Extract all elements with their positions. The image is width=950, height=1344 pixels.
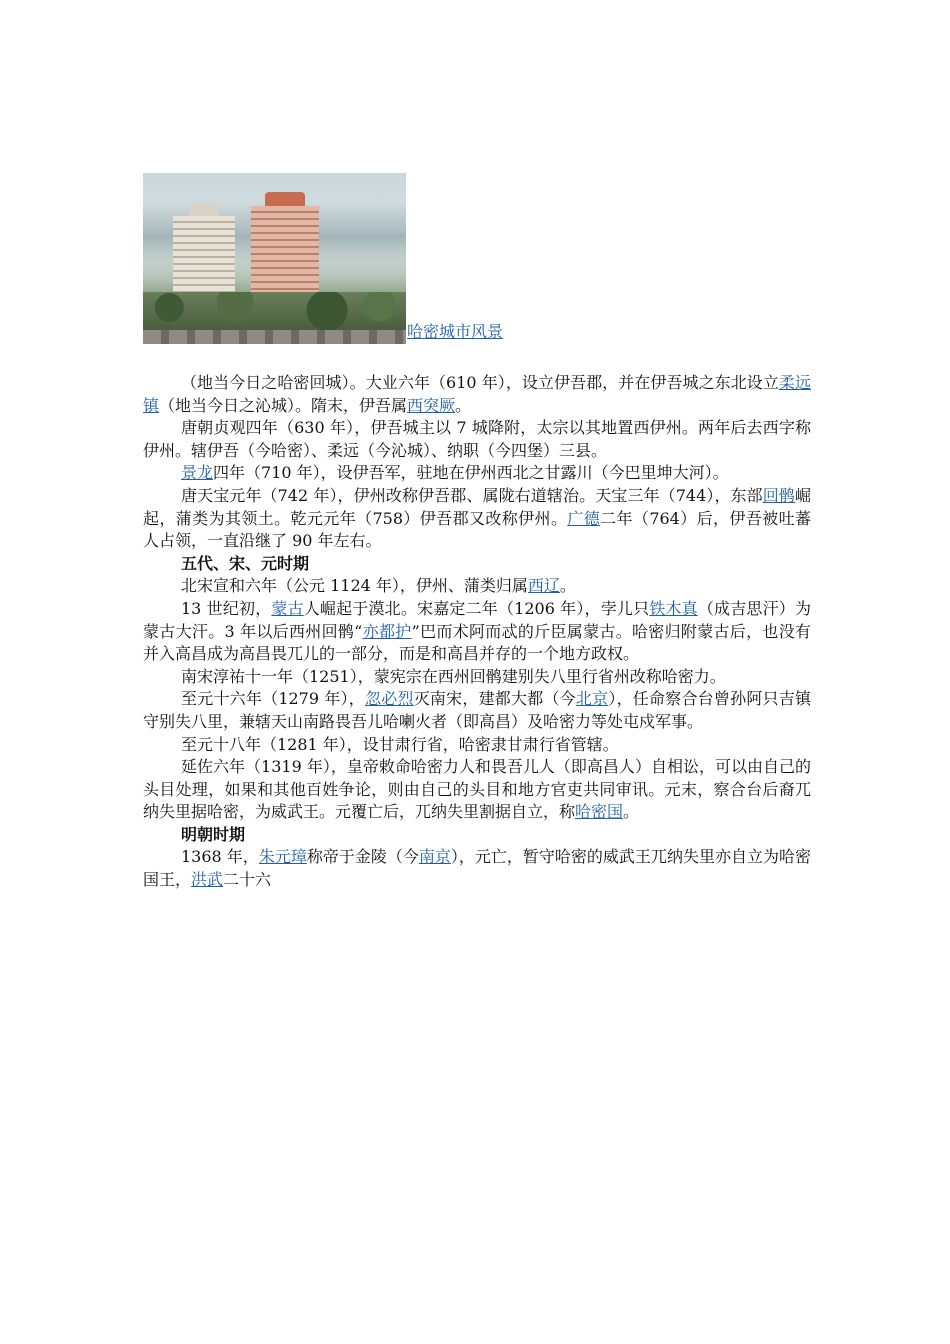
text-link[interactable]: 哈密国 (575, 802, 624, 822)
photo-row (143, 170, 811, 344)
paragraph (143, 372, 811, 417)
text-link[interactable]: 铁木真 (649, 598, 698, 618)
text-run: ”巴而术阿而忒的斤臣属蒙古。哈密归附蒙古后，也没有并入高昌成为高昌畏兀儿的一部分，而是和高昌并存的一个地方政权。 (143, 621, 811, 664)
text-run: 二十六 (223, 870, 272, 890)
text-run: 北宋宣和六年（公元 1124 年），伊州、蒲类归属 (181, 576, 528, 596)
paragraph (143, 756, 811, 824)
paragraph (143, 734, 811, 757)
text-link[interactable]: 北京 (575, 689, 609, 709)
section-heading (143, 553, 811, 576)
text-run: 唐天宝元年（742 年），伊州改称伊吾郡、属陇右道辖治。天宝三年（744），东部 (181, 485, 763, 505)
text-run: 唐朝贞观四年（630 年），伊吾城主以 7 城降附，太宗以其地置西伊州。两年后去西字称伊州。辖伊吾（今哈密）、柔远（今沁城）、纳职（今四堡）三县。 (143, 418, 811, 460)
paragraph (143, 688, 811, 733)
text-run: 延佐六年（1319 年），皇帝敕命哈密力人和畏吾儿人（即高昌人）自相讼，可以由自己的头目处理，如果和其他百姓争论，则由自己的头目和地方官吏共同审讯。元末，察合台后裔兀纳失里据哈密，为威武王。元覆亡后，兀纳失里割据自立，称 (143, 757, 811, 822)
text-link[interactable]: 柔远镇 (143, 373, 811, 415)
text-run: 南宋淳祐十一年（1251），蒙宪宗在西州回鹘建别失八里行省州改称哈密力。 (181, 666, 726, 686)
text-run: 。 (455, 395, 472, 415)
paragraph (143, 462, 811, 485)
text-link[interactable]: 忽必烈 (365, 689, 414, 709)
paragraph (143, 417, 811, 462)
text-run: 13 世纪初， (181, 598, 272, 618)
text-run: 至元十六年（1279 年）， (181, 689, 366, 709)
text-run: 崛起，蒲类为其领土。乾元元年（758）伊吾郡又改称伊州。 (143, 485, 811, 528)
text-run: ），任命察合台曾孙阿只吉镇守别失八里，兼辖天山南路畏吾儿哈喇火者（即高昌）及哈密力等处屯戍军事。 (143, 689, 811, 731)
text-run: 五代、宋、元时期 (181, 553, 310, 573)
text-run: （地当今日之沁城）。隋末，伊吾属 (159, 395, 408, 415)
text-run: 。 (559, 576, 576, 596)
article-body (143, 372, 811, 892)
text-link[interactable]: 洪武 (191, 870, 224, 890)
text-run: ），元亡，暂守哈密的威武王兀纳失里亦自立为哈密国王， (143, 847, 811, 890)
text-run: 四年（710 年），设伊吾军，驻地在伊州西北之甘露川（今巴里坤大河）。 (213, 463, 729, 483)
text-run: 至元十八年（1281 年），设甘肃行省，哈密隶甘肃行省管辖。 (181, 734, 619, 754)
text-run: 1368 年， (181, 847, 259, 867)
paragraph (143, 666, 811, 689)
text-link[interactable]: 蒙古 (271, 598, 304, 618)
text-link[interactable]: 亦都护 (362, 621, 412, 641)
text-run: （成吉思汗）为蒙古大汗。3 年以后西州回鹘“ (143, 598, 811, 641)
paragraph (143, 846, 811, 891)
text-run: 灭南宋，建都大都（今 (413, 689, 576, 709)
document-page (143, 170, 811, 892)
text-run: 二年（764）后，伊吾被吐蕃人占领，一直沿继了 90 年左右。 (143, 508, 811, 551)
text-run: 人崛起于漠北。宋嘉定二年（1206 年），孛儿只 (303, 598, 650, 618)
text-run: 。 (623, 802, 640, 822)
text-run: 称帝于金陵（今 (306, 847, 419, 867)
text-run: （地当今日之哈密回城）。大业六年（610 年），设立伊吾郡，并在伊吾城之东北设立 (181, 373, 779, 392)
text-link[interactable]: 朱元璋 (258, 847, 307, 867)
paragraph (143, 575, 811, 598)
text-link[interactable]: 西突厥 (407, 395, 456, 415)
text-link[interactable]: 西辽 (527, 576, 560, 596)
text-run: 明朝时期 (181, 824, 246, 844)
city-photo (143, 173, 406, 344)
text-link[interactable]: 景龙 (181, 463, 214, 483)
text-link[interactable]: 广德 (567, 508, 601, 528)
section-heading (143, 824, 811, 847)
paragraph (143, 598, 811, 666)
paragraph (143, 485, 811, 553)
text-link[interactable]: 回鹘 (762, 485, 795, 505)
text-link[interactable]: 南京 (418, 847, 451, 867)
photo-caption-link[interactable]: 哈密城市风景 (407, 322, 504, 341)
